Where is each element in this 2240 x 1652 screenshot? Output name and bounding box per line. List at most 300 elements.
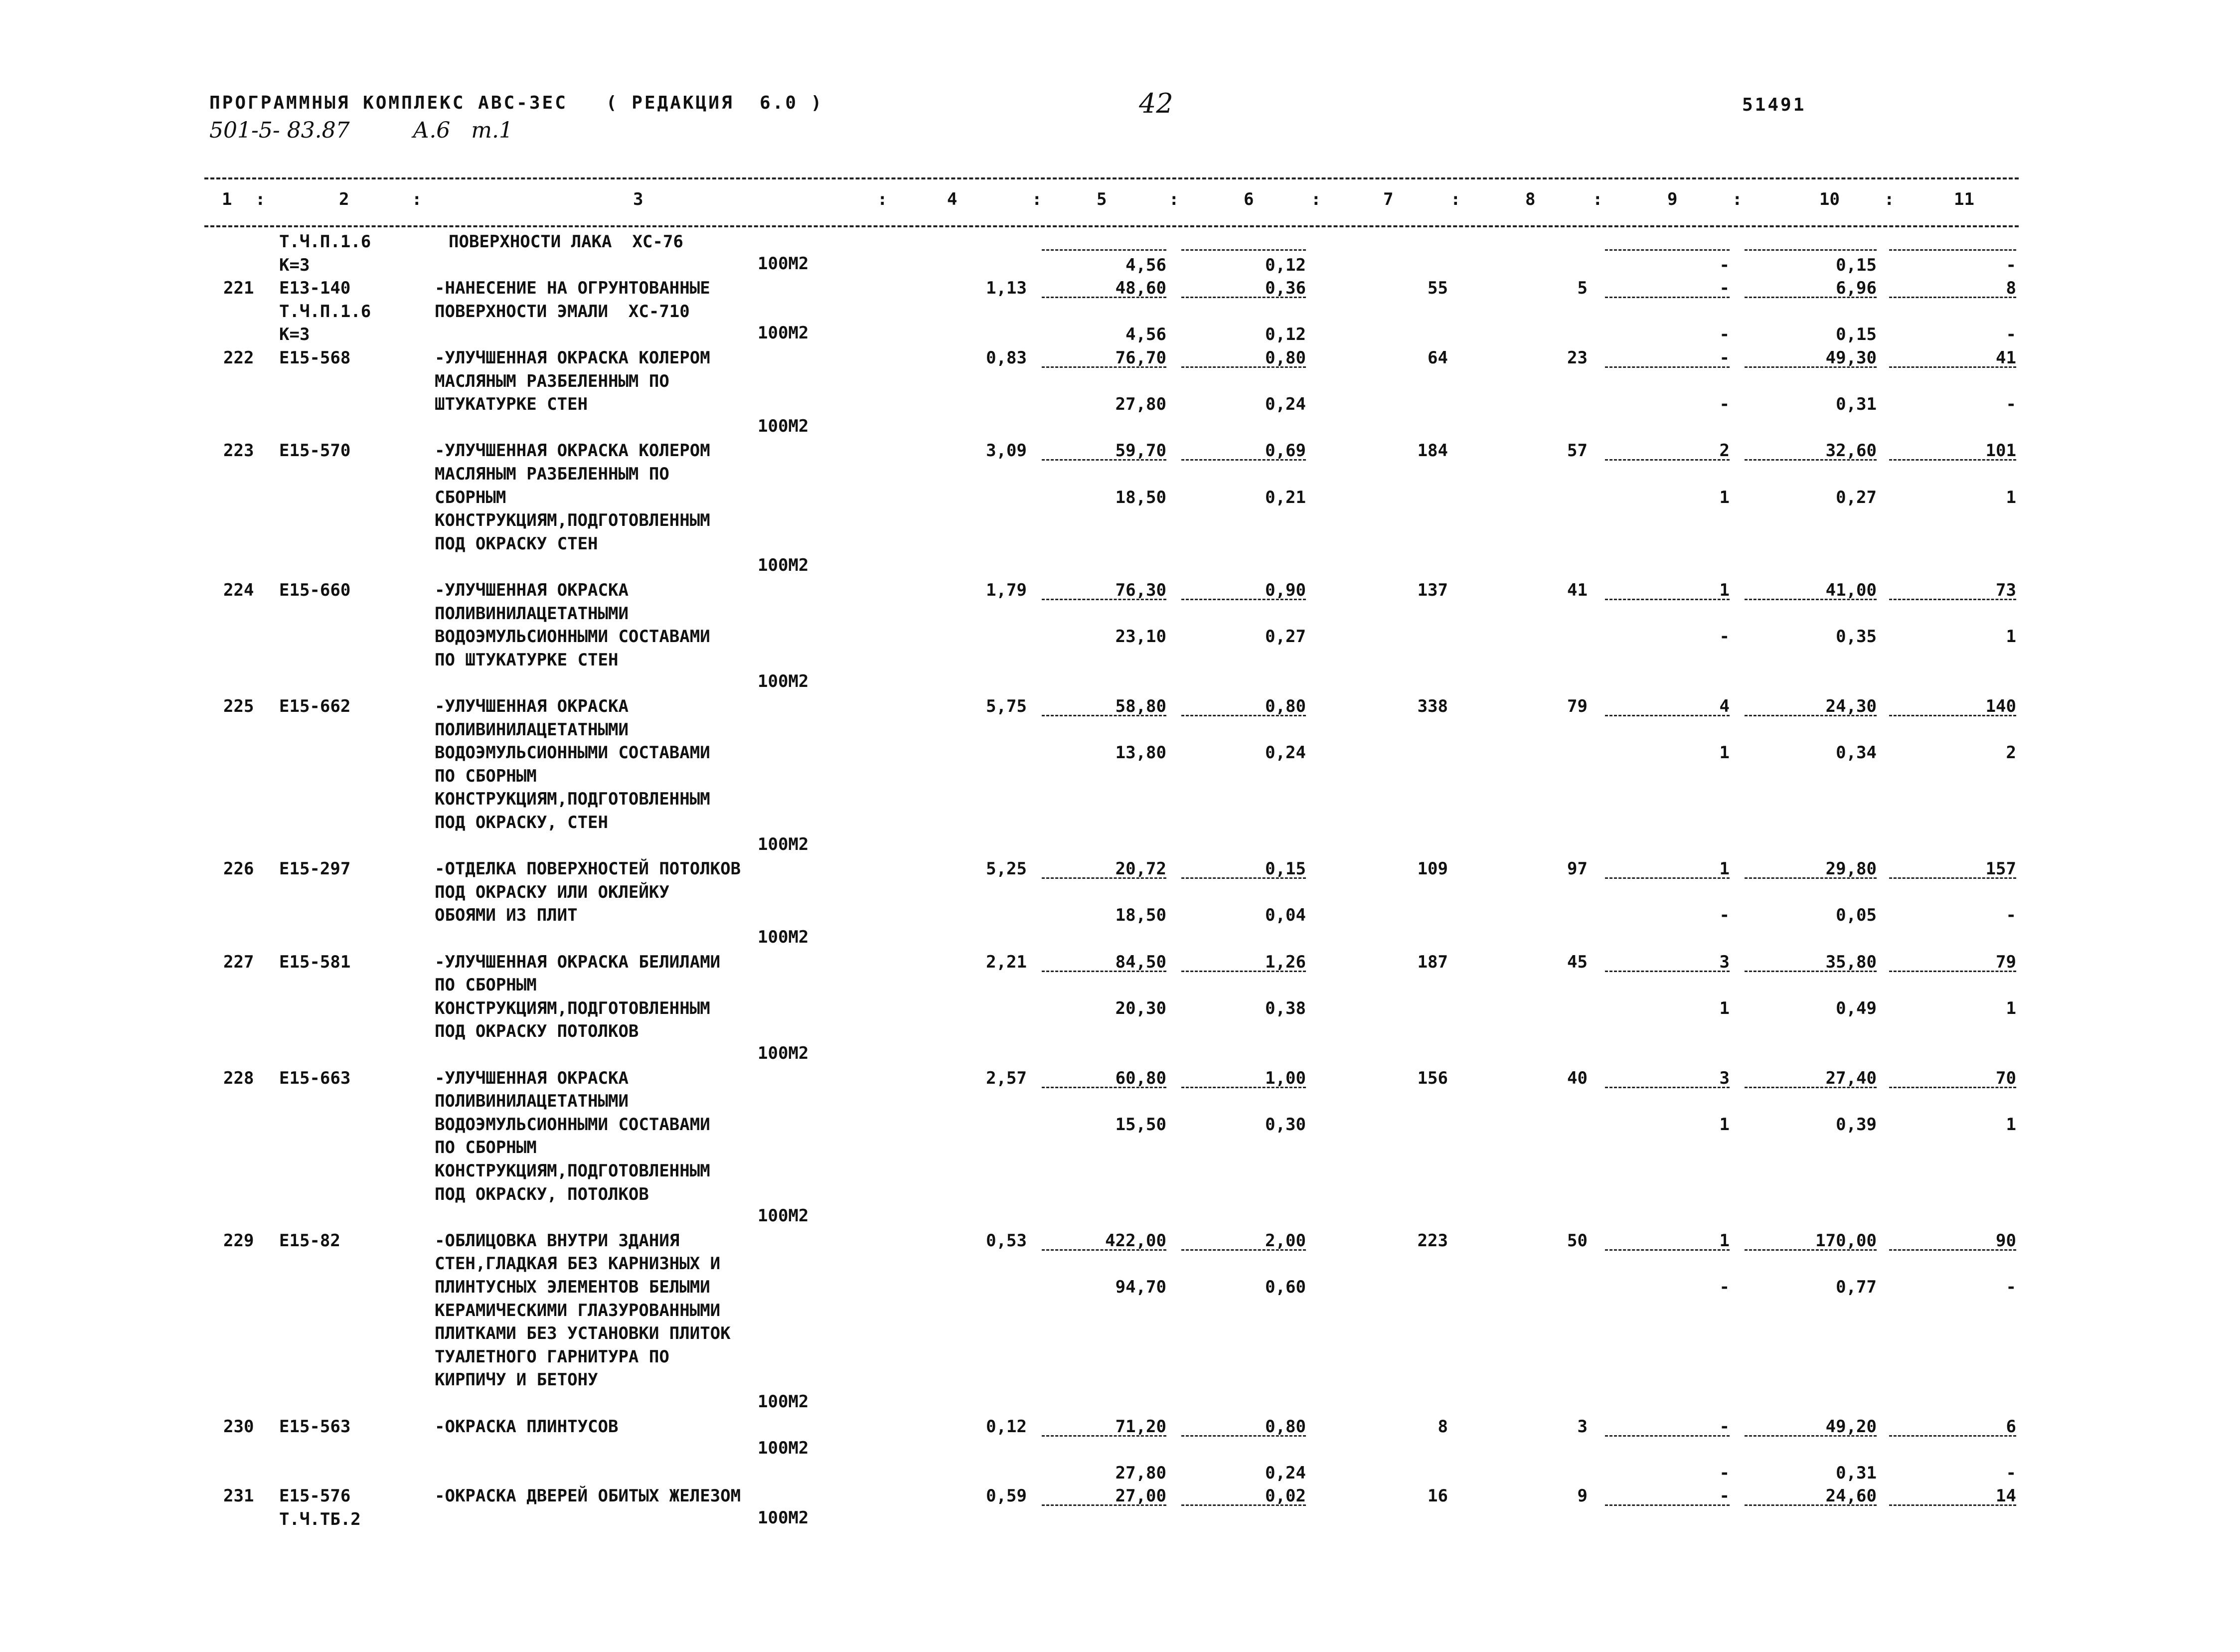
value-c5: 48,60 <box>1115 278 1166 299</box>
column-separator: : <box>1593 189 1603 209</box>
value-c6b: 0,04 <box>1265 905 1306 926</box>
row-number: 221 <box>223 278 254 299</box>
column-separator: : <box>1732 189 1743 209</box>
row-number: 227 <box>223 952 254 972</box>
sub-rule <box>1181 971 1306 972</box>
value-c11: 157 <box>1985 859 2016 879</box>
column-header-9: 9 <box>1667 189 1678 209</box>
work-description-line: КОНСТРУКЦИЯМ,ПОДГОТОВЛЕННЫМ <box>435 998 710 1018</box>
row-number: 223 <box>223 441 254 461</box>
unit-of-measure: 100М2 <box>758 416 809 436</box>
work-description-line: ПЛИТКАМИ БЕЗ УСТАНОВКИ ПЛИТОК <box>435 1323 731 1344</box>
sub-rule <box>1889 1504 2016 1506</box>
work-description-line: ПЛИНТУСНЫХ ЭЛЕМЕНТОВ БЕЛЫМИ <box>435 1277 710 1297</box>
sub-rule <box>1745 297 1877 298</box>
value-c10b: 0,39 <box>1836 1114 1877 1135</box>
value-c9b: - <box>1719 325 1730 345</box>
sub-rule <box>1181 297 1306 298</box>
sub-rule <box>1745 971 1877 972</box>
work-description-line: ПОВЕРХНОСТИ ЛАКА ХС-76 <box>449 232 683 252</box>
value-c6: 0,80 <box>1265 696 1306 716</box>
value-c7: 55 <box>1428 278 1448 299</box>
value-c11: 8 <box>2006 278 2016 299</box>
unit-of-measure: 100М2 <box>758 1043 809 1063</box>
column-header-10: 10 <box>1819 189 1840 209</box>
value-c9: - <box>1719 1416 1730 1437</box>
sub-rule <box>1889 715 2016 716</box>
value-c5: 422,00 <box>1105 1230 1166 1251</box>
value-c5: 58,80 <box>1115 696 1166 716</box>
value-c7: 16 <box>1428 1486 1448 1506</box>
norm-code: Е15-563 <box>279 1416 351 1437</box>
value-c4: 5,25 <box>986 859 1027 879</box>
work-description-line: -ОБЛИЦОВКА ВНУТРИ ЗДАНИЯ <box>435 1230 680 1251</box>
value-c5b: 13,80 <box>1115 743 1166 763</box>
norm-code: К=3 <box>279 325 310 345</box>
value-c11: 101 <box>1985 441 2016 461</box>
work-description-line: -УЛУЧШЕННАЯ ОКРАСКА <box>435 580 629 600</box>
handwritten-album: А.6 т.1 <box>413 118 513 143</box>
value-c5: 84,50 <box>1115 952 1166 972</box>
value-c5b: 18,50 <box>1115 905 1166 926</box>
norm-code: Е13-140 <box>279 278 351 299</box>
unit-of-measure: 100М2 <box>758 927 809 947</box>
norm-code: Е15-297 <box>279 859 351 879</box>
sub-rule <box>1181 715 1306 716</box>
value-c11: 70 <box>1996 1068 2016 1088</box>
norm-code: Е15-660 <box>279 580 351 600</box>
value-c10: 24,30 <box>1825 696 1877 716</box>
value-c9b: - <box>1719 255 1730 275</box>
row-number: 228 <box>223 1068 254 1088</box>
value-c10: 41,00 <box>1825 580 1877 600</box>
value-c4: 2,57 <box>986 1068 1027 1088</box>
work-description-line: -УЛУЧШЕННАЯ ОКРАСКА <box>435 696 629 716</box>
work-description-line: ПО СБОРНЫМ <box>435 975 537 995</box>
sub-rule <box>1605 249 1730 251</box>
sub-rule <box>1181 1435 1306 1437</box>
value-c5: 27,00 <box>1115 1486 1166 1506</box>
value-c10b: 0,15 <box>1836 255 1877 275</box>
sub-rule <box>1745 459 1877 461</box>
work-description-line: ВОДОЭМУЛЬСИОННЫМИ СОСТАВАМИ <box>435 743 710 763</box>
sub-rule <box>1745 1087 1877 1088</box>
value-c11b: - <box>2006 905 2016 926</box>
value-c8: 79 <box>1567 696 1588 716</box>
sub-rule <box>1889 1087 2016 1088</box>
sub-rule <box>1745 1249 1877 1251</box>
value-c6b: 0,30 <box>1265 1114 1306 1135</box>
sub-rule <box>1745 249 1877 251</box>
work-description-line: ТУАЛЕТНОГО ГАРНИТУРА ПО <box>435 1346 669 1367</box>
sub-rule <box>1042 1249 1166 1251</box>
unit-of-measure: 100М2 <box>758 323 809 343</box>
value-c6: 0,02 <box>1265 1486 1306 1506</box>
column-separator: : <box>1311 189 1321 209</box>
value-c6b: 0,27 <box>1265 627 1306 647</box>
value-c10b: 0,31 <box>1836 394 1877 415</box>
column-header-2: 2 <box>339 189 349 209</box>
sub-rule <box>1042 459 1166 461</box>
work-description-line: ШТУКАТУРКЕ СТЕН <box>435 394 588 415</box>
sub-rule <box>1605 715 1730 716</box>
norm-code: Е15-568 <box>279 348 351 368</box>
sub-rule <box>1042 1435 1166 1437</box>
value-c7: 338 <box>1417 696 1448 716</box>
value-c10b: 0,49 <box>1836 998 1877 1018</box>
column-separator: : <box>877 189 888 209</box>
value-c5b: 4,56 <box>1125 325 1166 345</box>
value-c7: 184 <box>1417 441 1448 461</box>
column-separator: : <box>412 189 422 209</box>
work-description-line: ПОЛИВИНИЛАЦЕТАТНЫМИ <box>435 719 629 740</box>
work-description-line: ПОЛИВИНИЛАЦЕТАТНЫМИ <box>435 1091 629 1112</box>
value-c5b: 18,50 <box>1115 487 1166 507</box>
sub-rule <box>1889 459 2016 461</box>
work-description-line: -ОТДЕЛКА ПОВЕРХНОСТЕЙ ПОТОЛКОВ <box>435 859 741 879</box>
value-c11b: - <box>2006 394 2016 415</box>
value-c10: 24,60 <box>1825 1486 1877 1506</box>
value-c5: 20,72 <box>1115 859 1166 879</box>
value-c10: 170,00 <box>1815 1230 1877 1251</box>
sub-rule <box>1181 1249 1306 1251</box>
value-c10b: 0,31 <box>1836 1463 1877 1483</box>
top-rule <box>204 177 2019 179</box>
value-c6: 2,00 <box>1265 1230 1306 1251</box>
sub-rule <box>1889 1435 2016 1437</box>
value-c9b: - <box>1719 1277 1730 1297</box>
value-c10: 6,96 <box>1836 278 1877 299</box>
unit-of-measure: 100М2 <box>758 1438 809 1459</box>
row-number: 230 <box>223 1416 254 1437</box>
column-header-3: 3 <box>633 189 643 209</box>
column-header-5: 5 <box>1097 189 1107 209</box>
value-c7: 187 <box>1417 952 1448 972</box>
sub-rule <box>1181 1504 1306 1506</box>
sub-rule <box>1745 1504 1877 1506</box>
work-description-line: ПО ШТУКАТУРКЕ СТЕН <box>435 650 619 670</box>
value-c11b: 1 <box>2006 998 2016 1018</box>
value-c8: 23 <box>1567 348 1588 368</box>
work-description-line: ПОВЕРХНОСТИ ЭМАЛИ ХС-710 <box>435 301 690 322</box>
value-c7: 223 <box>1417 1230 1448 1251</box>
value-c6b: 0,12 <box>1265 255 1306 275</box>
value-c9: - <box>1719 1486 1730 1506</box>
column-header-6: 6 <box>1244 189 1254 209</box>
row-number: 226 <box>223 859 254 879</box>
value-c7: 156 <box>1417 1068 1448 1088</box>
work-description-line: ПО СБОРНЫМ <box>435 766 537 786</box>
value-c11b: - <box>2006 325 2016 345</box>
work-description-line: -ОКРАСКА ПЛИНТУСОВ <box>435 1416 619 1437</box>
work-description-line: КОНСТРУКЦИЯМ,ПОДГОТОВЛЕННЫМ <box>435 510 710 531</box>
value-c5: 76,70 <box>1115 348 1166 368</box>
sub-rule <box>1181 366 1306 368</box>
row-number: 231 <box>223 1486 254 1506</box>
work-description-line: ПОД ОКРАСКУ, ПОТОЛКОВ <box>435 1184 649 1204</box>
column-header-7: 7 <box>1383 189 1394 209</box>
row-number: 225 <box>223 696 254 716</box>
value-c5: 76,30 <box>1115 580 1166 600</box>
value-c9: - <box>1719 348 1730 368</box>
program-header: ПРОГРАММНЫЯ КОМПЛЕКС АВС-ЗЕС ( РЕДАКЦИЯ 6.0 ) <box>209 93 824 113</box>
unit-of-measure: 100М2 <box>758 555 809 576</box>
sub-rule <box>1605 1504 1730 1506</box>
value-c10: 27,40 <box>1825 1068 1877 1088</box>
value-c9: 4 <box>1719 696 1730 716</box>
work-description-line: ВОДОЭМУЛЬСИОННЫМИ СОСТАВАМИ <box>435 627 710 647</box>
value-c9b: - <box>1719 1463 1730 1483</box>
value-c6b: 0,38 <box>1265 998 1306 1018</box>
value-c11b: - <box>2006 1463 2016 1483</box>
norm-code: К=3 <box>279 255 310 275</box>
value-c7: 109 <box>1417 859 1448 879</box>
value-c8: 3 <box>1577 1416 1588 1437</box>
work-description-line: -УЛУЧШЕННАЯ ОКРАСКА <box>435 1068 629 1088</box>
work-description-line: КИРПИЧУ И БЕТОНУ <box>435 1370 598 1390</box>
value-c10b: 0,35 <box>1836 627 1877 647</box>
value-c6b: 0,60 <box>1265 1277 1306 1297</box>
value-c11b: 1 <box>2006 1114 2016 1135</box>
page-number: 42 <box>1139 88 1173 119</box>
norm-code: Т.Ч.ТБ.2 <box>279 1509 361 1529</box>
sub-rule <box>1745 366 1877 368</box>
value-c6b: 0,24 <box>1265 394 1306 415</box>
sub-rule <box>1181 599 1306 600</box>
value-c9b: 1 <box>1719 998 1730 1018</box>
column-separator: : <box>1884 189 1895 209</box>
value-c10: 35,80 <box>1825 952 1877 972</box>
value-c4: 3,09 <box>986 441 1027 461</box>
value-c10b: 0,15 <box>1836 325 1877 345</box>
sub-rule <box>1745 715 1877 716</box>
value-c10b: 0,34 <box>1836 743 1877 763</box>
sub-rule <box>1889 877 2016 879</box>
work-description-line: МАСЛЯНЫМ РАЗБЕЛЕННЫМ ПО <box>435 371 669 391</box>
value-c9b: 1 <box>1719 487 1730 507</box>
sub-rule <box>1042 877 1166 879</box>
value-c8: 97 <box>1567 859 1588 879</box>
value-c8: 40 <box>1567 1068 1588 1088</box>
value-c11b: 2 <box>2006 743 2016 763</box>
sub-rule <box>1042 971 1166 972</box>
value-c6: 0,15 <box>1265 859 1306 879</box>
value-c4: 0,12 <box>986 1416 1027 1437</box>
sub-rule <box>1889 971 2016 972</box>
column-separator: : <box>255 189 266 209</box>
sub-rule <box>1605 297 1730 298</box>
value-c4: 0,83 <box>986 348 1027 368</box>
sub-rule <box>1042 599 1166 600</box>
value-c8: 50 <box>1567 1230 1588 1251</box>
value-c10: 32,60 <box>1825 441 1877 461</box>
sub-rule <box>1889 599 2016 600</box>
norm-code: Е15-570 <box>279 441 351 461</box>
sub-rule <box>1042 366 1166 368</box>
value-c9b: 1 <box>1719 743 1730 763</box>
norm-code: Е15-581 <box>279 952 351 972</box>
value-c4: 5,75 <box>986 696 1027 716</box>
value-c9: 2 <box>1719 441 1730 461</box>
value-c5b: 4,56 <box>1125 255 1166 275</box>
work-description-line: СБОРНЫМ <box>435 487 506 507</box>
value-c11: 90 <box>1996 1230 2016 1251</box>
header-bottom-rule <box>204 225 2019 227</box>
sub-rule <box>1889 249 2016 251</box>
work-description-line: -УЛУЧШЕННАЯ ОКРАСКА КОЛЕРОМ <box>435 348 710 368</box>
value-c9: 3 <box>1719 952 1730 972</box>
column-separator: : <box>1169 189 1179 209</box>
sub-rule <box>1042 249 1166 251</box>
value-c5: 60,80 <box>1115 1068 1166 1088</box>
work-description-line: ПОД ОКРАСКУ СТЕН <box>435 533 598 554</box>
norm-code: Е15-662 <box>279 696 351 716</box>
column-header-1: 1 <box>222 189 232 209</box>
norm-code: Е15-663 <box>279 1068 351 1088</box>
value-c11: 73 <box>1996 580 2016 600</box>
document-number: 51491 <box>1742 95 1806 115</box>
value-c6b: 0,21 <box>1265 487 1306 507</box>
value-c10: 49,30 <box>1825 348 1877 368</box>
value-c11b: - <box>2006 1277 2016 1297</box>
sub-rule <box>1605 459 1730 461</box>
sub-rule <box>1745 599 1877 600</box>
value-c9b: - <box>1719 627 1730 647</box>
value-c6b: 0,12 <box>1265 325 1306 345</box>
work-description-line: ПОД ОКРАСКУ ПОТОЛКОВ <box>435 1021 639 1042</box>
work-description-line: СТЕН,ГЛАДКАЯ БЕЗ КАРНИЗНЫХ И <box>435 1254 721 1274</box>
column-header-11: 11 <box>1954 189 1974 209</box>
work-description-line: КОНСТРУКЦИЯМ,ПОДГОТОВЛЕННЫМ <box>435 1160 710 1181</box>
row-number: 224 <box>223 580 254 600</box>
work-description-line: КЕРАМИЧЕСКИМИ ГЛАЗУРОВАННЫМИ <box>435 1300 721 1321</box>
sub-rule <box>1605 971 1730 972</box>
unit-of-measure: 100М2 <box>758 1507 809 1528</box>
work-description-line: -УЛУЧШЕННАЯ ОКРАСКА КОЛЕРОМ <box>435 441 710 461</box>
work-description-line: КОНСТРУКЦИЯМ,ПОДГОТОВЛЕННЫМ <box>435 789 710 810</box>
sub-rule <box>1889 1249 2016 1251</box>
work-description-line: ОБОЯМИ ИЗ ПЛИТ <box>435 905 578 926</box>
sub-rule <box>1605 1087 1730 1088</box>
value-c4: 0,59 <box>986 1486 1027 1506</box>
sub-rule <box>1042 297 1166 298</box>
value-c9: - <box>1719 278 1730 299</box>
value-c4: 2,21 <box>986 952 1027 972</box>
unit-of-measure: 100М2 <box>758 671 809 692</box>
value-c6b: 0,24 <box>1265 743 1306 763</box>
column-separator: : <box>1032 189 1042 209</box>
value-c5b: 15,50 <box>1115 1114 1166 1135</box>
value-c9: 1 <box>1719 859 1730 879</box>
value-c5: 71,20 <box>1115 1416 1166 1437</box>
value-c11: 14 <box>1996 1486 2016 1506</box>
sub-rule <box>1181 1087 1306 1088</box>
value-c9b: - <box>1719 905 1730 926</box>
value-c10b: 0,77 <box>1836 1277 1877 1297</box>
sub-rule <box>1889 366 2016 368</box>
row-number: 229 <box>223 1230 254 1251</box>
sub-rule <box>1745 1435 1877 1437</box>
value-c5: 59,70 <box>1115 441 1166 461</box>
value-c5b: 20,30 <box>1115 998 1166 1018</box>
sub-rule <box>1181 459 1306 461</box>
work-description-line: -УЛУЧШЕННАЯ ОКРАСКА БЕЛИЛАМИ <box>435 952 721 972</box>
value-c8: 5 <box>1577 278 1588 299</box>
value-c6: 1,26 <box>1265 952 1306 972</box>
sub-rule <box>1605 366 1730 368</box>
unit-of-measure: 100М2 <box>758 253 809 274</box>
unit-of-measure: 100М2 <box>758 1206 809 1226</box>
value-c6: 0,80 <box>1265 348 1306 368</box>
value-c8: 45 <box>1567 952 1588 972</box>
sub-rule <box>1605 877 1730 879</box>
sub-rule <box>1042 715 1166 716</box>
row-number: 222 <box>223 348 254 368</box>
sub-rule <box>1042 1087 1166 1088</box>
sub-rule <box>1181 877 1306 879</box>
value-c7: 64 <box>1428 348 1448 368</box>
column-separator: : <box>1450 189 1461 209</box>
sub-rule <box>1605 1435 1730 1437</box>
value-c5b: 94,70 <box>1115 1277 1166 1297</box>
norm-code: Т.Ч.П.1.6 <box>279 301 371 322</box>
norm-code: Е15-82 <box>279 1230 340 1251</box>
column-header-8: 8 <box>1525 189 1536 209</box>
value-c7: 8 <box>1438 1416 1448 1437</box>
value-c5b: 27,80 <box>1115 394 1166 415</box>
value-c6: 0,80 <box>1265 1416 1306 1437</box>
value-c9: 3 <box>1719 1068 1730 1088</box>
value-c6: 0,90 <box>1265 580 1306 600</box>
work-description-line: МАСЛЯНЫМ РАЗБЕЛЕННЫМ ПО <box>435 464 669 484</box>
value-c4: 0,53 <box>986 1230 1027 1251</box>
work-description-line: ПОД ОКРАСКУ ИЛИ ОКЛЕЙКУ <box>435 882 669 902</box>
value-c11: 6 <box>2006 1416 2016 1437</box>
value-c5b: 23,10 <box>1115 627 1166 647</box>
work-description-line: -ОКРАСКА ДВЕРЕЙ ОБИТЫХ ЖЕЛЕЗОМ <box>435 1486 741 1506</box>
value-c11b: - <box>2006 255 2016 275</box>
value-c9: 1 <box>1719 1230 1730 1251</box>
norm-code: Т.Ч.П.1.6 <box>279 232 371 252</box>
value-c9: 1 <box>1719 580 1730 600</box>
value-c6: 1,00 <box>1265 1068 1306 1088</box>
value-c11: 140 <box>1985 696 2016 716</box>
unit-of-measure: 100М2 <box>758 834 809 854</box>
value-c10b: 0,05 <box>1836 905 1877 926</box>
value-c10b: 0,27 <box>1836 487 1877 507</box>
work-description-line: ПОЛИВИНИЛАЦЕТАТНЫМИ <box>435 603 629 624</box>
value-c10: 49,20 <box>1825 1416 1877 1437</box>
handwritten-code: 501-5- 83.87 <box>209 118 350 143</box>
value-c5b: 27,80 <box>1115 1463 1166 1483</box>
sub-rule <box>1889 297 2016 298</box>
work-description-line: ВОДОЭМУЛЬСИОННЫМИ СОСТАВАМИ <box>435 1114 710 1135</box>
column-header-4: 4 <box>947 189 958 209</box>
value-c6b: 0,24 <box>1265 1463 1306 1483</box>
value-c9b: 1 <box>1719 1114 1730 1135</box>
work-description-line: -НАНЕСЕНИЕ НА ОГРУНТОВАННЫЕ <box>435 278 710 299</box>
value-c4: 1,79 <box>986 580 1027 600</box>
value-c7: 137 <box>1417 580 1448 600</box>
value-c11: 79 <box>1996 952 2016 972</box>
value-c11b: 1 <box>2006 627 2016 647</box>
value-c6: 0,36 <box>1265 278 1306 299</box>
value-c8: 41 <box>1567 580 1588 600</box>
norm-code: Е15-576 <box>279 1486 351 1506</box>
sub-rule <box>1605 1249 1730 1251</box>
sub-rule <box>1181 249 1306 251</box>
value-c9b: - <box>1719 394 1730 415</box>
